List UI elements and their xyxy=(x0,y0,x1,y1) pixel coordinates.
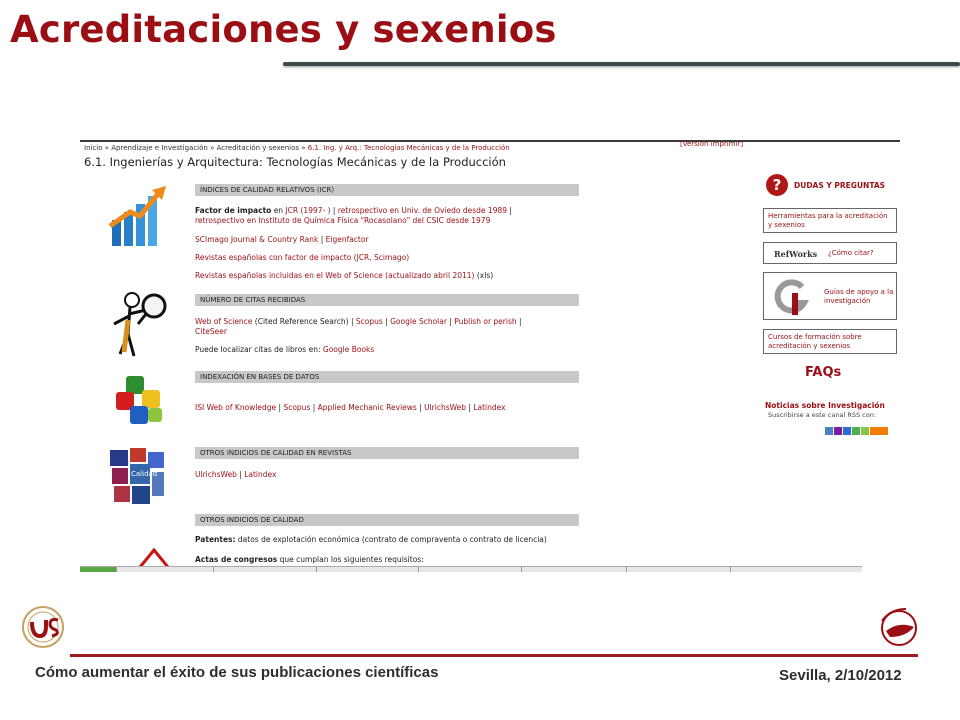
refworks-box[interactable] xyxy=(763,242,897,264)
footer-date: Sevilla, 2/10/2012 xyxy=(779,667,902,684)
factor-impacto-line xyxy=(195,206,512,216)
dudas-label: DUDAS Y PREGUNTAS xyxy=(794,181,886,190)
factor-impacto-label: Factor de impacto xyxy=(195,206,272,215)
feed-yahoo-icon[interactable] xyxy=(834,427,842,435)
section-header-indexacion: INDEXACIÓN EN BASES DE DATOS xyxy=(195,371,579,383)
latindex-rev-link[interactable]: Latindex xyxy=(244,470,277,479)
universidad-sevilla-logo xyxy=(20,604,66,650)
feed-bloglines-icon[interactable] xyxy=(843,427,851,435)
isi-wok-link[interactable]: ISI Web of Knowledge xyxy=(195,403,277,412)
breadcrumb-path[interactable]: Inicio » Aprendizaje e Investigación » Acreditación y sexenios » xyxy=(84,144,308,152)
citeseer-link[interactable]: CiteSeer xyxy=(195,327,227,336)
sep-text: | xyxy=(330,206,338,215)
rss-icon[interactable] xyxy=(870,427,888,435)
top-border xyxy=(80,140,900,142)
cited-ref-text: (Cited Reference Search) | xyxy=(252,317,356,326)
revistas-espanolas-wos-link[interactable]: Revistas españolas incluidas en el Web of Science (actualizado abril 2011) xyxy=(195,271,475,280)
feed-google-icon[interactable] xyxy=(825,427,833,435)
web-of-science-link[interactable]: Web of Science xyxy=(195,317,253,326)
patentes-text: datos de explotación económica (contrato de compraventa o contrato de licencia) xyxy=(235,535,547,544)
scimago-line: SCImago Journal & Country Rank | Eigenfactor xyxy=(195,235,369,244)
status-bar xyxy=(80,566,862,572)
title-underline xyxy=(283,60,960,68)
sep-end-text: | xyxy=(507,206,512,215)
libros-line xyxy=(195,345,374,355)
en-text: en xyxy=(271,206,286,215)
section-header-icr: ÍNDICES DE CALIDAD RELATIVOS (ICR) xyxy=(195,184,579,196)
patentes-label: Patentes: xyxy=(195,535,236,544)
xls-text: (xls) xyxy=(474,271,494,280)
jcr-link[interactable]: JCR (1997- ) xyxy=(285,206,331,215)
actas-text: que cumplan los siguientes requisitos: xyxy=(277,555,424,564)
retro-oviedo-link[interactable]: retrospectivo en Univ. de Oviedo desde 1989 xyxy=(337,206,508,215)
refworks-logo: RefWorks xyxy=(774,249,818,259)
biblioteca-logo xyxy=(876,603,922,649)
scopus-link[interactable]: Scopus xyxy=(355,317,383,326)
question-icon: ? xyxy=(766,174,788,196)
rev-wos-line xyxy=(195,271,493,281)
revistas-espanolas-fi-link[interactable]: Revistas españolas con factor de impacto (JCR, Scimago) xyxy=(195,253,410,262)
noticias-investigacion-link[interactable]: Noticias sobre Investigación xyxy=(765,401,885,410)
google-books-link[interactable]: Google Books xyxy=(322,345,375,354)
guias-box[interactable] xyxy=(763,272,897,320)
guias-g-logo-icon xyxy=(774,279,810,315)
publish-or-perish-link[interactable]: Publish or perish xyxy=(454,317,517,326)
ulrichsweb-rev-link[interactable]: UlrichsWeb xyxy=(195,470,237,479)
herramientas-box[interactable]: Herramientas para la acreditación y sexenios xyxy=(763,208,897,233)
breadcrumb-current: 6.1. Ing. y Arq.: Tecnologías Mecánicas y de la Producción xyxy=(307,144,510,152)
rss-feed-icons[interactable] xyxy=(825,420,889,439)
retro-csic-line xyxy=(195,216,490,226)
otros-rev-line: UlrichsWeb | Latindex xyxy=(195,470,277,479)
feed-plus-icon[interactable] xyxy=(861,427,869,435)
section-header-otros-revistas: OTROS INDICIOS DE CALIDAD EN REVISTAS xyxy=(195,447,579,459)
retro-csic-link[interactable]: retrospectivo en Instituto de Química Física "Rocasolano" del CSIC desde 1979 xyxy=(195,216,491,225)
rss-subscribe-text: Suscribirse a este canal RSS con: xyxy=(768,411,877,419)
section-header-otros: OTROS INDICIOS DE CALIDAD xyxy=(195,514,579,526)
google-scholar-link[interactable]: Google Scholar xyxy=(390,317,447,326)
patentes-line xyxy=(195,535,547,545)
como-citar-link[interactable]: ¿Cómo citar? xyxy=(828,249,874,257)
footer-subtitle: Cómo aumentar el éxito de sus publicaciones científicas xyxy=(35,664,439,681)
puzzle-pieces-icon xyxy=(112,372,170,430)
eigenfactor-link[interactable]: Eigenfactor xyxy=(325,235,369,244)
actas-line xyxy=(195,555,424,565)
libros-text: Puede localizar citas de libros en: xyxy=(195,345,323,354)
magnifier-figure-icon xyxy=(106,290,174,362)
applied-mechanic-reviews-link[interactable]: Applied Mechanic Reviews xyxy=(317,403,417,412)
calidad-label: Calidad xyxy=(131,470,158,478)
page-heading: 6.1. Ingenierías y Arquitectura: Tecnologías Mecánicas y de la Producción xyxy=(84,155,506,169)
indexacion-line: ISI Web of Knowledge | Scopus | Applied Mechanic Reviews | UlrichsWeb | Latindex xyxy=(195,403,506,412)
citeseer-line xyxy=(195,327,227,337)
actas-label: Actas de congresos xyxy=(195,555,278,564)
cursos-box[interactable]: Cursos de formación sobre acreditación y sexenios xyxy=(763,329,897,354)
footer-divider xyxy=(70,654,918,657)
citas-line: Web of Science (Cited Reference Search) | Scopus | Google Scholar | Publish or perish | xyxy=(195,317,522,326)
feed-newsgator-icon[interactable] xyxy=(852,427,860,435)
website-screenshot xyxy=(80,140,900,572)
slide-title: Acreditaciones y sexenios xyxy=(10,8,557,51)
latindex-link[interactable]: Latindex xyxy=(473,403,506,412)
ulrichsweb-link[interactable]: UlrichsWeb xyxy=(424,403,466,412)
bar-chart-growth-icon xyxy=(108,182,170,248)
print-version-link[interactable]: [Versión imprimir] xyxy=(680,140,744,148)
breadcrumb xyxy=(84,144,510,152)
guias-label: Guías de apoyo a la investigación xyxy=(824,288,894,305)
faqs-logo[interactable]: FAQs xyxy=(805,365,842,380)
scopus-index-link[interactable]: Scopus xyxy=(283,403,311,412)
section-header-citas: NÚMERO DE CITAS RECIBIDAS xyxy=(195,294,579,306)
rev-esp-line xyxy=(195,253,409,263)
scimago-link[interactable]: SCImago Journal & Country Rank xyxy=(195,235,319,244)
